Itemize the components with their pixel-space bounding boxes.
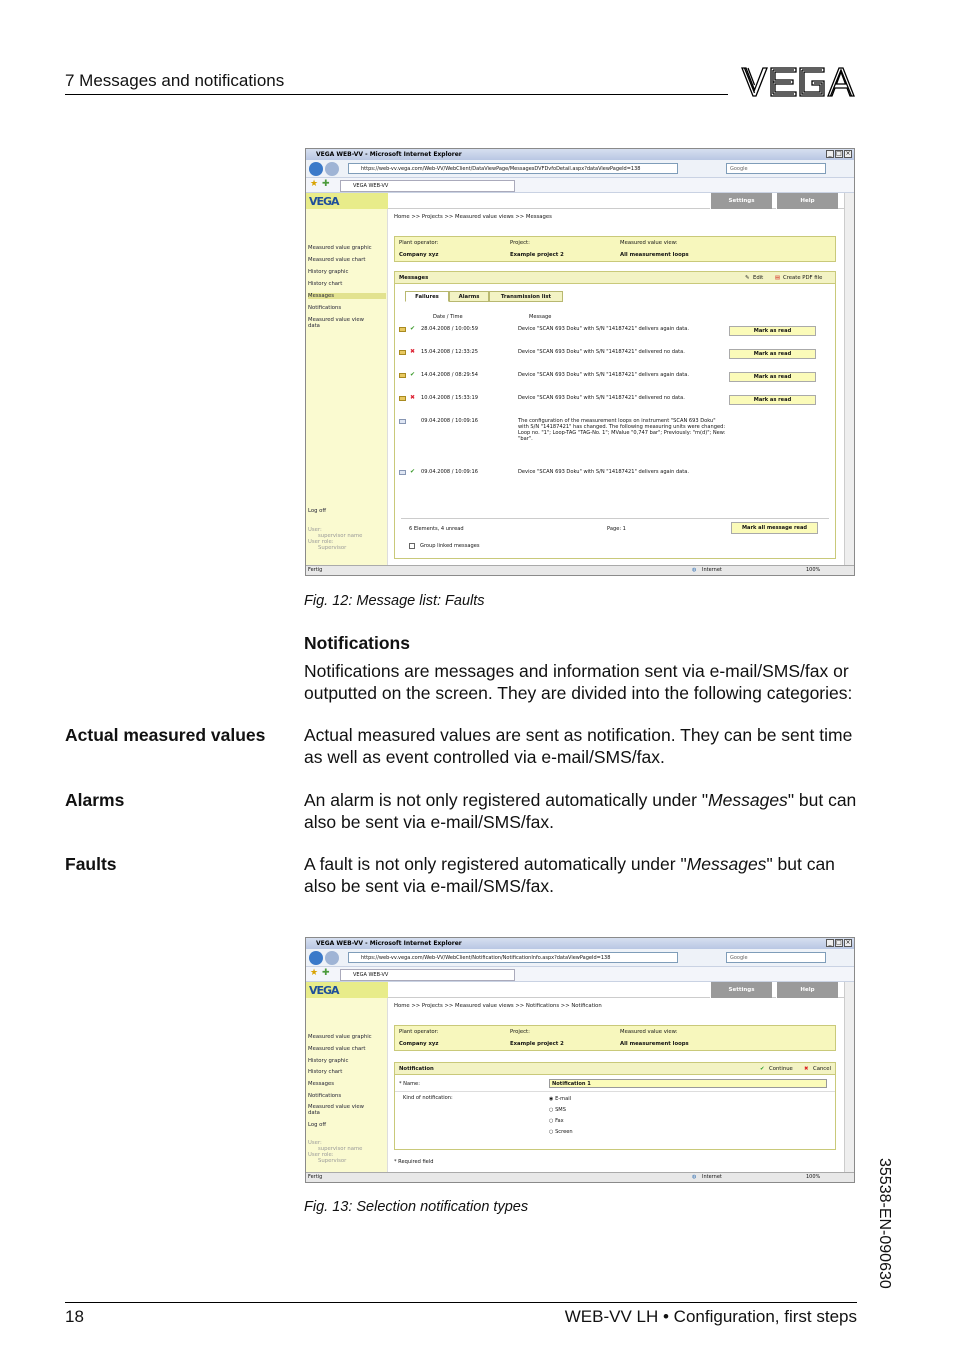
continue-icon[interactable]: ✔	[760, 1066, 765, 1072]
unread-envelope-icon	[399, 350, 406, 355]
mark-as-read-button[interactable]: Mark as read	[729, 326, 816, 336]
radio-email-label: E-mail	[555, 1096, 572, 1102]
mark-as-read-button[interactable]: Mark as read	[729, 349, 816, 359]
unread-envelope-icon	[399, 327, 406, 332]
sidebar-item-history-chart[interactable]: History chart	[308, 1069, 343, 1075]
favorites-bar	[306, 967, 854, 982]
sidebar	[306, 998, 388, 1172]
add-favorite-icon[interactable]: ✚	[322, 179, 330, 189]
radio-sms[interactable]: ○ SMS	[549, 1107, 566, 1113]
footer-title: WEB-VV LH • Configuration, first steps	[564, 1307, 857, 1326]
address-bar	[306, 160, 854, 178]
group-linked-label: Group linked messages	[420, 543, 480, 549]
zoom-level[interactable]: 100%	[806, 1174, 821, 1180]
message-text: The configuration of the measurement loops on instrument "SCAN 693 Doku" with S/N "14187421" has changed. The following measuring units were changed: Loop no. "1"; Loop-TAG "TAG-No. 1"; MValue "0,747 bar"; Previously: "m(d)"; New: "bar".	[518, 418, 726, 442]
side-label-faults: Faults	[65, 854, 117, 874]
close-button[interactable]: ×	[845, 150, 851, 157]
plant-operator-value: Company xyz	[399, 252, 439, 258]
unread-envelope-icon	[399, 396, 406, 401]
message-text: Device "SCAN 693 Doku" with S/N "14187421" delivers again data.	[518, 469, 690, 475]
close-button[interactable]: ×	[845, 939, 851, 946]
cancel-icon[interactable]: ✖	[804, 1066, 809, 1072]
status-text: Fertig	[308, 567, 323, 573]
divider	[401, 518, 829, 519]
settings-button[interactable]: Settings	[710, 193, 772, 209]
view-value: All measurement loops	[620, 1041, 689, 1047]
continue-button[interactable]: Continue	[769, 1066, 793, 1072]
read-envelope-icon	[399, 470, 406, 475]
sidebar-item-measured-value-view-data[interactable]: Measured value view data	[308, 317, 364, 329]
web-page	[306, 193, 844, 565]
fig13-screenshot	[305, 937, 855, 1183]
user-label: User:	[308, 1140, 322, 1146]
sidebar-item-history-graphic[interactable]: History graphic	[308, 1058, 349, 1064]
user-role: Supervisor	[318, 1158, 347, 1164]
help-button[interactable]: Help	[776, 193, 838, 209]
paragraph-alarms: An alarm is not only registered automatically under "Messages" but can also be sent via e-mail/SMS/fax.	[304, 790, 857, 832]
radio-fax[interactable]: ○ Fax	[549, 1118, 564, 1124]
mark-all-read-button[interactable]: Mark all message read	[731, 522, 818, 534]
favorites-star-icon[interactable]: ★	[310, 179, 319, 189]
globe-icon: ◍	[692, 567, 697, 573]
radio-email[interactable]: ◉ E-mail	[549, 1096, 572, 1102]
divider	[395, 1091, 835, 1092]
zone-text: Internet	[702, 567, 722, 573]
sidebar-item-history-chart[interactable]: History chart	[308, 281, 343, 287]
status-text: Fertig	[308, 1174, 323, 1180]
radio-screen[interactable]: ○ Screen	[549, 1129, 573, 1135]
message-date: 28.04.2008 / 10:00:59	[421, 326, 478, 332]
status-ok-icon: ✔	[410, 325, 416, 332]
web-page	[306, 982, 844, 1172]
panel-title: Notification	[395, 1063, 835, 1075]
maximize-button[interactable]: □	[836, 150, 842, 157]
search-input[interactable]: Google	[726, 163, 826, 174]
status-ok-icon: ✔	[410, 371, 416, 378]
project-info-box	[394, 1025, 836, 1051]
header-rule	[65, 94, 728, 95]
status-fault-icon: ✖	[410, 348, 416, 355]
status-bar	[306, 1172, 854, 1182]
settings-button[interactable]: Settings	[710, 982, 772, 998]
sidebar-item-notifications[interactable]: Notifications	[308, 1093, 342, 1099]
maximize-button[interactable]: □	[836, 939, 842, 946]
section-title: 7 Messages and notifications	[65, 71, 285, 90]
window-titlebar: VEGA WEB-VV - Microsoft Internet Explorer	[306, 149, 854, 160]
zoom-level[interactable]: 100%	[806, 567, 821, 573]
side-label-actual-values: Actual measured values	[65, 725, 266, 745]
mark-as-read-button[interactable]: Mark as read	[729, 395, 816, 405]
message-date: 14.04.2008 / 08:29:54	[421, 372, 478, 378]
minimize-button[interactable]: _	[826, 150, 834, 158]
pdf-icon[interactable]: ▤	[775, 275, 781, 281]
sidebar-item-measured-value-view-data[interactable]: Measured value view data	[308, 1104, 364, 1116]
tab-failures[interactable]: Failures	[405, 291, 449, 302]
sidebar-item-messages[interactable]: Messages	[308, 293, 386, 299]
column-date: Date / Time	[433, 314, 463, 320]
figure-caption: Fig. 13: Selection notification types	[304, 1199, 529, 1215]
message-text: Device "SCAN 693 Doku" with S/N "14187421" delivered no data.	[518, 395, 685, 401]
vega-web-logo: VEGA	[309, 195, 339, 208]
forward-icon[interactable]	[325, 951, 339, 965]
vega-logo-graphic	[740, 66, 858, 98]
sidebar-item-measured-value-graphic[interactable]: Measured value graphic	[308, 245, 372, 251]
paragraph-faults: A fault is not only registered automatically under "Messages" but can also be sent via e-mail/SMS/fax.	[304, 854, 835, 896]
user-label: User:	[308, 527, 322, 533]
favorites-bar	[306, 178, 854, 193]
sidebar	[306, 209, 388, 565]
breadcrumb: Home >> Projects >> Measured value views >> Notifications >> Notification	[394, 1003, 602, 1009]
project-value: Example project 2	[510, 1041, 564, 1047]
browser-tab[interactable]: VEGA WEB-VV	[340, 180, 515, 192]
window-titlebar: VEGA WEB-VV - Microsoft Internet Explorer	[306, 938, 854, 949]
log-off-link[interactable]: Log off	[308, 508, 327, 514]
fig12-screenshot	[305, 148, 855, 576]
plant-operator-label: Plant operator:	[399, 240, 439, 246]
radio-screen-label: Screen	[555, 1129, 573, 1135]
side-label-alarms: Alarms	[65, 790, 125, 810]
vertical-scrollbar[interactable]	[844, 982, 854, 1172]
vertical-scrollbar[interactable]	[844, 193, 854, 565]
page-number: 18	[65, 1307, 84, 1326]
browser-tab[interactable]: VEGA WEB-VV	[340, 969, 515, 981]
footer-rule	[65, 1302, 857, 1303]
read-envelope-icon	[399, 419, 406, 424]
user-role: Supervisor	[318, 545, 347, 551]
figure-caption: Fig. 12: Message list: Faults	[304, 593, 485, 609]
project-label: Project:	[510, 240, 530, 246]
address-bar	[306, 949, 854, 967]
unread-envelope-icon	[399, 373, 406, 378]
radio-sms-label: SMS	[555, 1107, 566, 1113]
edit-icon[interactable]: ✎	[745, 275, 750, 281]
project-label: Project:	[510, 1029, 530, 1035]
tab-alarms[interactable]: Alarms	[449, 291, 489, 302]
edit-link[interactable]: Edit	[753, 275, 764, 281]
vega-header-bar	[306, 982, 388, 998]
project-value: Example project 2	[510, 252, 564, 258]
top-strip	[388, 193, 844, 209]
message-text: Device "SCAN 693 Doku" with S/N "14187421" delivers again data.	[518, 326, 690, 332]
message-date: 09.04.2008 / 10:09:16	[421, 418, 478, 424]
minimize-button[interactable]: _	[826, 939, 834, 947]
notifications-intro: Notifications are messages and information sent via e-mail/SMS/fax or outputted on the screen. They are divided into the following categories:	[304, 661, 853, 703]
status-bar	[306, 565, 854, 575]
mark-as-read-button[interactable]: Mark as read	[729, 372, 816, 382]
message-text: Device "SCAN 693 Doku" with S/N "14187421" delivers again data.	[518, 372, 690, 378]
status-fault-icon: ✖	[410, 394, 416, 401]
plant-operator-value: Company xyz	[399, 1041, 439, 1047]
vega-web-logo: VEGA	[309, 984, 339, 997]
back-icon[interactable]	[309, 162, 323, 176]
plant-operator-label: Plant operator:	[399, 1029, 439, 1035]
window-controls	[826, 939, 852, 947]
message-date: 15.04.2008 / 12:33:25	[421, 349, 478, 355]
user-name: supervisor name	[318, 533, 363, 539]
document-id: 35538-EN-090630	[876, 1158, 893, 1289]
back-icon[interactable]	[309, 951, 323, 965]
cancel-button[interactable]: Cancel	[813, 1066, 831, 1072]
add-favorite-icon[interactable]: ✚	[322, 968, 330, 978]
user-role-label: User role:	[308, 539, 334, 545]
required-note: * Required field	[394, 1159, 434, 1165]
vega-header-bar	[306, 193, 388, 209]
status-ok-icon: ✔	[410, 468, 416, 475]
name-input[interactable]: Notification 1	[549, 1079, 827, 1088]
radio-fax-label: Fax	[555, 1118, 564, 1124]
project-info-box	[394, 236, 836, 262]
top-strip	[388, 982, 844, 998]
message-date: 09.04.2008 / 10:09:16	[421, 469, 478, 475]
log-off-link[interactable]: Log off	[308, 1122, 327, 1128]
view-label: Measured value view:	[620, 240, 678, 246]
window-controls	[826, 150, 852, 158]
group-linked-checkbox[interactable]	[409, 543, 415, 549]
forward-icon[interactable]	[325, 162, 339, 176]
message-text: Device "SCAN 693 Doku" with S/N "14187421" delivered no data.	[518, 349, 685, 355]
elements-count: 6 Elements, 4 unread	[409, 526, 464, 532]
tab-transmission-list[interactable]: Transmission list	[489, 291, 563, 302]
sidebar-item-measured-value-graphic[interactable]: Measured value graphic	[308, 1034, 372, 1040]
view-value: All measurement loops	[620, 252, 689, 258]
sidebar-item-history-graphic[interactable]: History graphic	[308, 269, 349, 275]
create-pdf-link[interactable]: Create PDF file	[783, 275, 823, 281]
sidebar-item-measured-value-chart[interactable]: Measured value chart	[308, 257, 366, 263]
url-field[interactable]: https://web-vv.vega.com/Web-VV/WebClient/DataViewPage/MessagesDVFDvfoDetail.aspx?dataViewPageId=138	[348, 163, 678, 174]
page-number: Page: 1	[607, 526, 626, 532]
zone-text: Internet	[702, 1174, 722, 1180]
globe-icon: ◍	[692, 1174, 697, 1180]
notification-panel	[394, 1062, 836, 1150]
favorites-star-icon[interactable]: ★	[310, 968, 319, 978]
breadcrumb: Home >> Projects >> Measured value views >> Messages	[394, 214, 552, 220]
search-input[interactable]: Google	[726, 952, 826, 963]
sidebar-item-messages[interactable]: Messages	[308, 1081, 334, 1087]
messages-panel	[394, 271, 836, 559]
help-button[interactable]: Help	[776, 982, 838, 998]
vega-logo	[740, 66, 858, 103]
notifications-heading: Notifications	[304, 633, 410, 653]
url-field[interactable]: https://web-vv.vega.com/Web-VV/WebClient/Notification/NotificationInfo.aspx?dataViewPageId=138	[348, 952, 678, 963]
sidebar-item-measured-value-chart[interactable]: Measured value chart	[308, 1046, 366, 1052]
panel-title: Messages	[395, 272, 835, 284]
paragraph-actual-values: Actual measured values are sent as notification. They can be sent time as well as event controlled via e-mail/SMS/fax.	[304, 725, 853, 767]
user-name: supervisor name	[318, 1146, 363, 1152]
kind-label: Kind of notification:	[403, 1095, 453, 1101]
message-date: 10.04.2008 / 15:33:19	[421, 395, 478, 401]
column-message: Message	[529, 314, 552, 320]
sidebar-item-notifications[interactable]: Notifications	[308, 305, 342, 311]
name-label: * Name:	[399, 1081, 420, 1087]
user-role-label: User role:	[308, 1152, 334, 1158]
view-label: Measured value view:	[620, 1029, 678, 1035]
